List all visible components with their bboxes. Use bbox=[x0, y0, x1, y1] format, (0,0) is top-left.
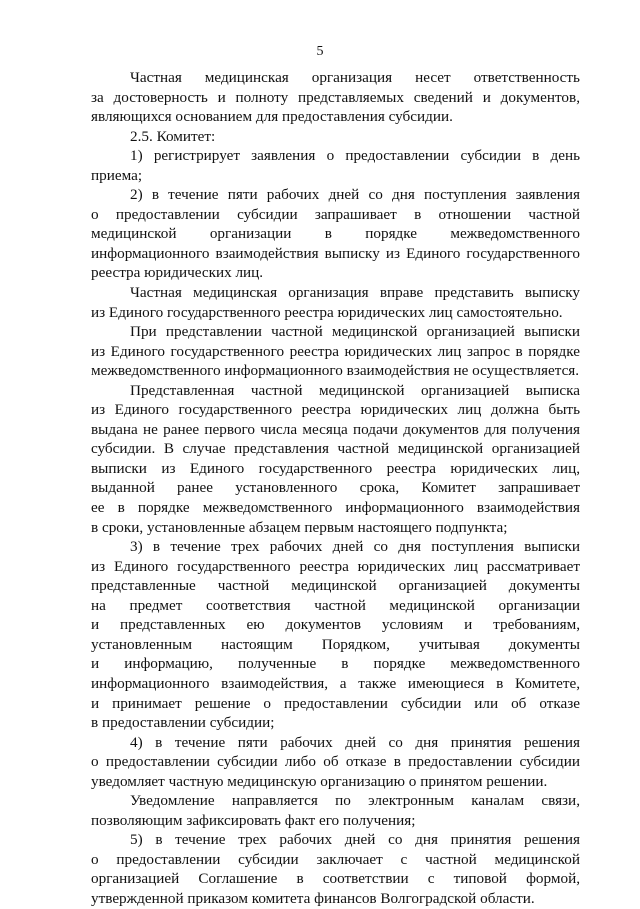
text-line: 2.5. Комитет: bbox=[130, 127, 216, 145]
text-line: в сроки, установленные абзацем первым настоящего подпункта; bbox=[91, 518, 508, 536]
text-line: установленным настоящим Порядком, учитывая документы bbox=[91, 635, 580, 653]
text-line: межведомственного информационного взаимодействия не осуществляется. bbox=[91, 362, 580, 380]
text-line: информационного взаимодействия выписку из Единого государственного bbox=[91, 244, 580, 262]
text-line: из Единого государственного реестра юридических лиц запрос в порядке bbox=[91, 342, 580, 360]
text-line: субсидии. В случае представления частной медицинской организацией bbox=[91, 440, 580, 458]
text-line: из Единого государственного реестра юридических лиц самостоятельно. bbox=[91, 303, 563, 321]
text-line: 1) регистрирует заявления о предоставлении субсидии в день bbox=[130, 147, 580, 165]
text-line: Представленная частной медицинской организацией выписка bbox=[130, 381, 580, 399]
text-line: приема; bbox=[91, 166, 143, 184]
text-line: на предмет соответствия частной медицинской организации bbox=[91, 596, 580, 614]
text-line: за достоверность и полноту представляемых сведений и документов, bbox=[91, 88, 580, 106]
text-line: и информацию, полученные в порядке межведомственного bbox=[91, 655, 580, 673]
text-line: информационного взаимодействия, а также имеющиеся в Комитете, bbox=[91, 674, 580, 692]
text-line: и представленных ею документов условиям и требованиям, bbox=[91, 616, 580, 634]
text-line: выписки из Единого государственного реестра юридических лиц, bbox=[91, 459, 580, 477]
text-line: 3) в течение трех рабочих дней со дня поступления выписки bbox=[130, 538, 580, 556]
text-line: о предоставлении субсидии либо об отказе в предоставлении субсидии bbox=[91, 753, 580, 771]
text-line: из Единого государственного реестра юридических лиц рассматривает bbox=[91, 557, 580, 575]
text-line: 5) в течение трех рабочих дней со дня принятия решения bbox=[130, 831, 580, 849]
text-line: выданной ранее установленного срока, Комитет запрашивает bbox=[91, 479, 580, 497]
text-line: являющихся основанием для предоставления субсидии. bbox=[91, 108, 453, 126]
text-line: реестра юридических лиц. bbox=[91, 264, 264, 282]
text-line: о предоставлении субсидии заключает с частной медицинской bbox=[91, 850, 580, 868]
text-line: Частная медицинская организация несет ответственность bbox=[130, 69, 580, 86]
text-line: 2) в течение пяти рабочих дней со дня поступления заявления bbox=[130, 186, 580, 204]
text-line: в предоставлении субсидии; bbox=[91, 714, 275, 732]
page-number: 5 bbox=[316, 44, 324, 59]
text-line: ее в порядке межведомственного информационного взаимодействия bbox=[91, 499, 580, 517]
text-line: Частная медицинская организация вправе представить выписку bbox=[130, 284, 580, 302]
text-line: и принимает решение о предоставлении субсидии или об отказе bbox=[91, 694, 580, 712]
text-line: При представлении частной медицинской организацией выписки bbox=[130, 323, 580, 341]
text-line: Уведомление направляется по электронным каналам связи, bbox=[130, 792, 580, 810]
text-line: медицинской организации в порядке межведомственного bbox=[91, 225, 580, 243]
text-line: о предоставлении субсидии запрашивает в отношении частной bbox=[91, 205, 580, 223]
text-line: организацией Соглашение в соответствии с типовой формой, bbox=[91, 870, 580, 888]
document-body bbox=[91, 68, 580, 909]
text-line: 4) в течение пяти рабочих дней со дня принятия решения bbox=[130, 733, 580, 751]
text-line: позволяющим зафиксировать факт его получения; bbox=[91, 811, 416, 829]
text-line: уведомляет частную медицинскую организацию о принятом решении. bbox=[91, 772, 548, 790]
text-line: представленные частной медицинской организацией документы bbox=[91, 577, 580, 595]
text-line: выдана не ранее первого числа месяца подачи документов для получения bbox=[91, 420, 580, 438]
text-line: утвержденной приказом комитета финансов Волгоградской области. bbox=[91, 889, 535, 907]
text-line: из Единого государственного реестра юридических лиц должна быть bbox=[91, 401, 580, 419]
